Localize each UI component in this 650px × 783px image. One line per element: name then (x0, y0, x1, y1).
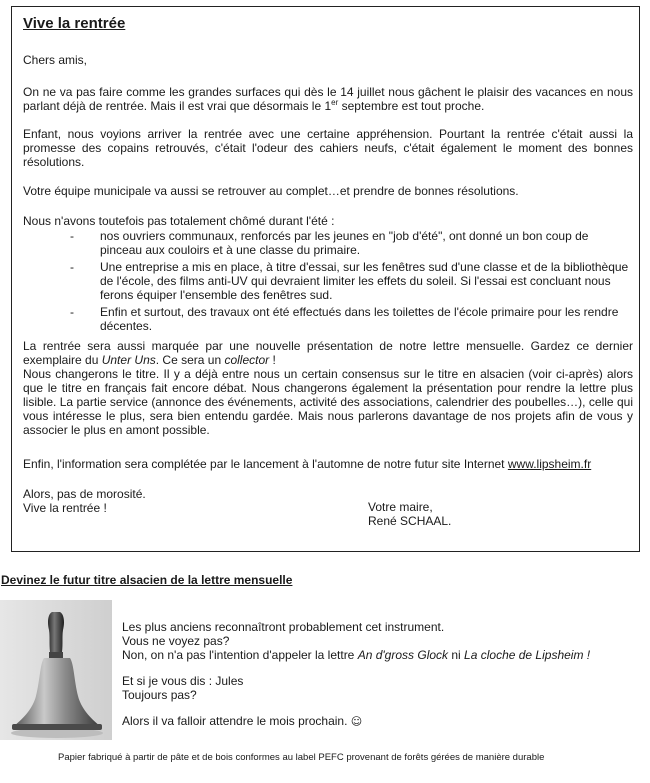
superscript-er: er (331, 98, 339, 107)
bell-icon (0, 600, 112, 740)
website-link[interactable]: www.lipsheim.fr (507, 457, 592, 471)
riddle-line-3-c: ni (448, 648, 465, 662)
paragraph-5-text-e: ! (269, 353, 276, 367)
riddle-line-6 (122, 714, 642, 729)
list-dash: - (70, 260, 74, 274)
paragraph-7-text: Enfin, l'information sera complétée par le lancement à l'automne de notre futur site Internet (23, 457, 508, 471)
closing-line-1: Alors, pas de morosité. (23, 487, 146, 501)
paragraph-2: Enfant, nous voyions arriver la rentrée avec une certaine appréhension. Pourtant la rentrée c'était aussi la promesse des copains retrouvés, c'était l'odeur des cahiers neufs, c'était également le moment des bonnes résolutions. (23, 127, 633, 169)
letter-title: Vive la rentrée (23, 15, 126, 32)
paragraph-1-text-a: On ne va pas faire comme les grandes surfaces qui dès le 14 juillet nous gâchent le plaisir des vacances en nous parlant déjà de rentrée. Mais il est vrai que désormais le 1 (23, 85, 633, 113)
signature-line-1: Votre maire, (368, 500, 433, 514)
riddle-line-5: Toujours pas? (122, 688, 197, 702)
riddle-heading: Devinez le futur titre alsacien de la lettre mensuelle (1, 573, 293, 587)
paragraph-5 (23, 339, 633, 367)
smiley-icon: ☺ (350, 715, 363, 728)
riddle-line-1: Les plus anciens reconnaîtront probablement cet instrument. (122, 620, 445, 634)
closing-block (23, 487, 146, 515)
paragraph-5-text-c: . Ce sera un (155, 353, 225, 367)
riddle-line-4: Et si je vous dis : Jules (122, 674, 244, 688)
footer-note: Papier fabriqué à partir de pâte et de bois conformes au label PEFC provenant de forêts gérées de manière durable (58, 752, 545, 763)
list-item (70, 229, 630, 257)
paragraph-6: Nous changerons le titre. Il y a déjà entre nous un certain consensus sur le titre en alsacien (voir ci-après) alors que le titre en français fait encore débat. Nous changerons également la présentation pour rendre la lettre plus lisible. La partie service (annonce des événements, activité des associations, calendrier des poubelles…), celle qui vous intéresse le plus, sera bien entendu gardée. Mais nous parlerons davantage de nos projets afin de vous y associer le plus en amont possible. (23, 367, 633, 437)
paragraph-4-intro: Nous n'avons toutefois pas totalement chômé durant l'été : (23, 214, 335, 228)
riddle-line-3 (122, 648, 642, 662)
list-dash: - (70, 229, 74, 243)
signature-name: René SCHAAL. (368, 514, 452, 528)
unter-uns-title: Unter Uns (101, 353, 156, 367)
paragraph-7 (23, 457, 633, 471)
list-item (70, 260, 630, 302)
greeting: Chers amis, (23, 53, 88, 67)
paragraph-1 (23, 85, 633, 113)
signature-block (368, 500, 451, 528)
list-item-text: nos ouvriers communaux, renforcés par les jeunes en "job d'été", ont donné un bon coup de pinceau aux couloirs et à une classe du primaire. (100, 229, 589, 257)
letter-frame (11, 6, 640, 552)
riddle-line-6-text: Alors il va falloir attendre le mois prochain. (122, 714, 351, 728)
paragraph-1-text-b: septembre est tout proche. (338, 99, 485, 113)
title-option-1: An d'gross Glock (357, 648, 449, 662)
paragraph-3: Votre équipe municipale va aussi se retrouver au complet…et prendre de bonnes résolutions. (23, 184, 519, 198)
riddle-line-2: Vous ne voyez pas? (122, 634, 230, 648)
collector-word: collector (224, 353, 270, 367)
riddle-line-3-a: Non, on n'a pas l'intention d'appeler la lettre (122, 648, 358, 662)
riddle-text (122, 620, 642, 729)
list-item-text: Une entreprise a mis en place, à titre d'essai, sur les fenêtres sud d'une classe et de la bibliothèque de l'école, des films anti-UV qui devraient limiter les effets du soleil. Si l'essai est concluant nous ferons équiper l'ensemble des fenêtres sud. (100, 260, 629, 302)
paragraph-5-text-a: La rentrée sera aussi marquée par une nouvelle présentation de notre lettre mensuelle. Gardez ce dernier exemplaire du (23, 339, 633, 367)
summer-works-list (70, 229, 630, 336)
list-dash: - (70, 305, 74, 319)
closing-line-2: Vive la rentrée ! (23, 501, 107, 515)
title-option-2: La cloche de Lipsheim ! (464, 648, 591, 662)
list-item (70, 305, 630, 333)
list-item-text: Enfin et surtout, des travaux ont été effectués dans les toilettes de l'école primaire pour les rendre décentes. (100, 305, 619, 333)
